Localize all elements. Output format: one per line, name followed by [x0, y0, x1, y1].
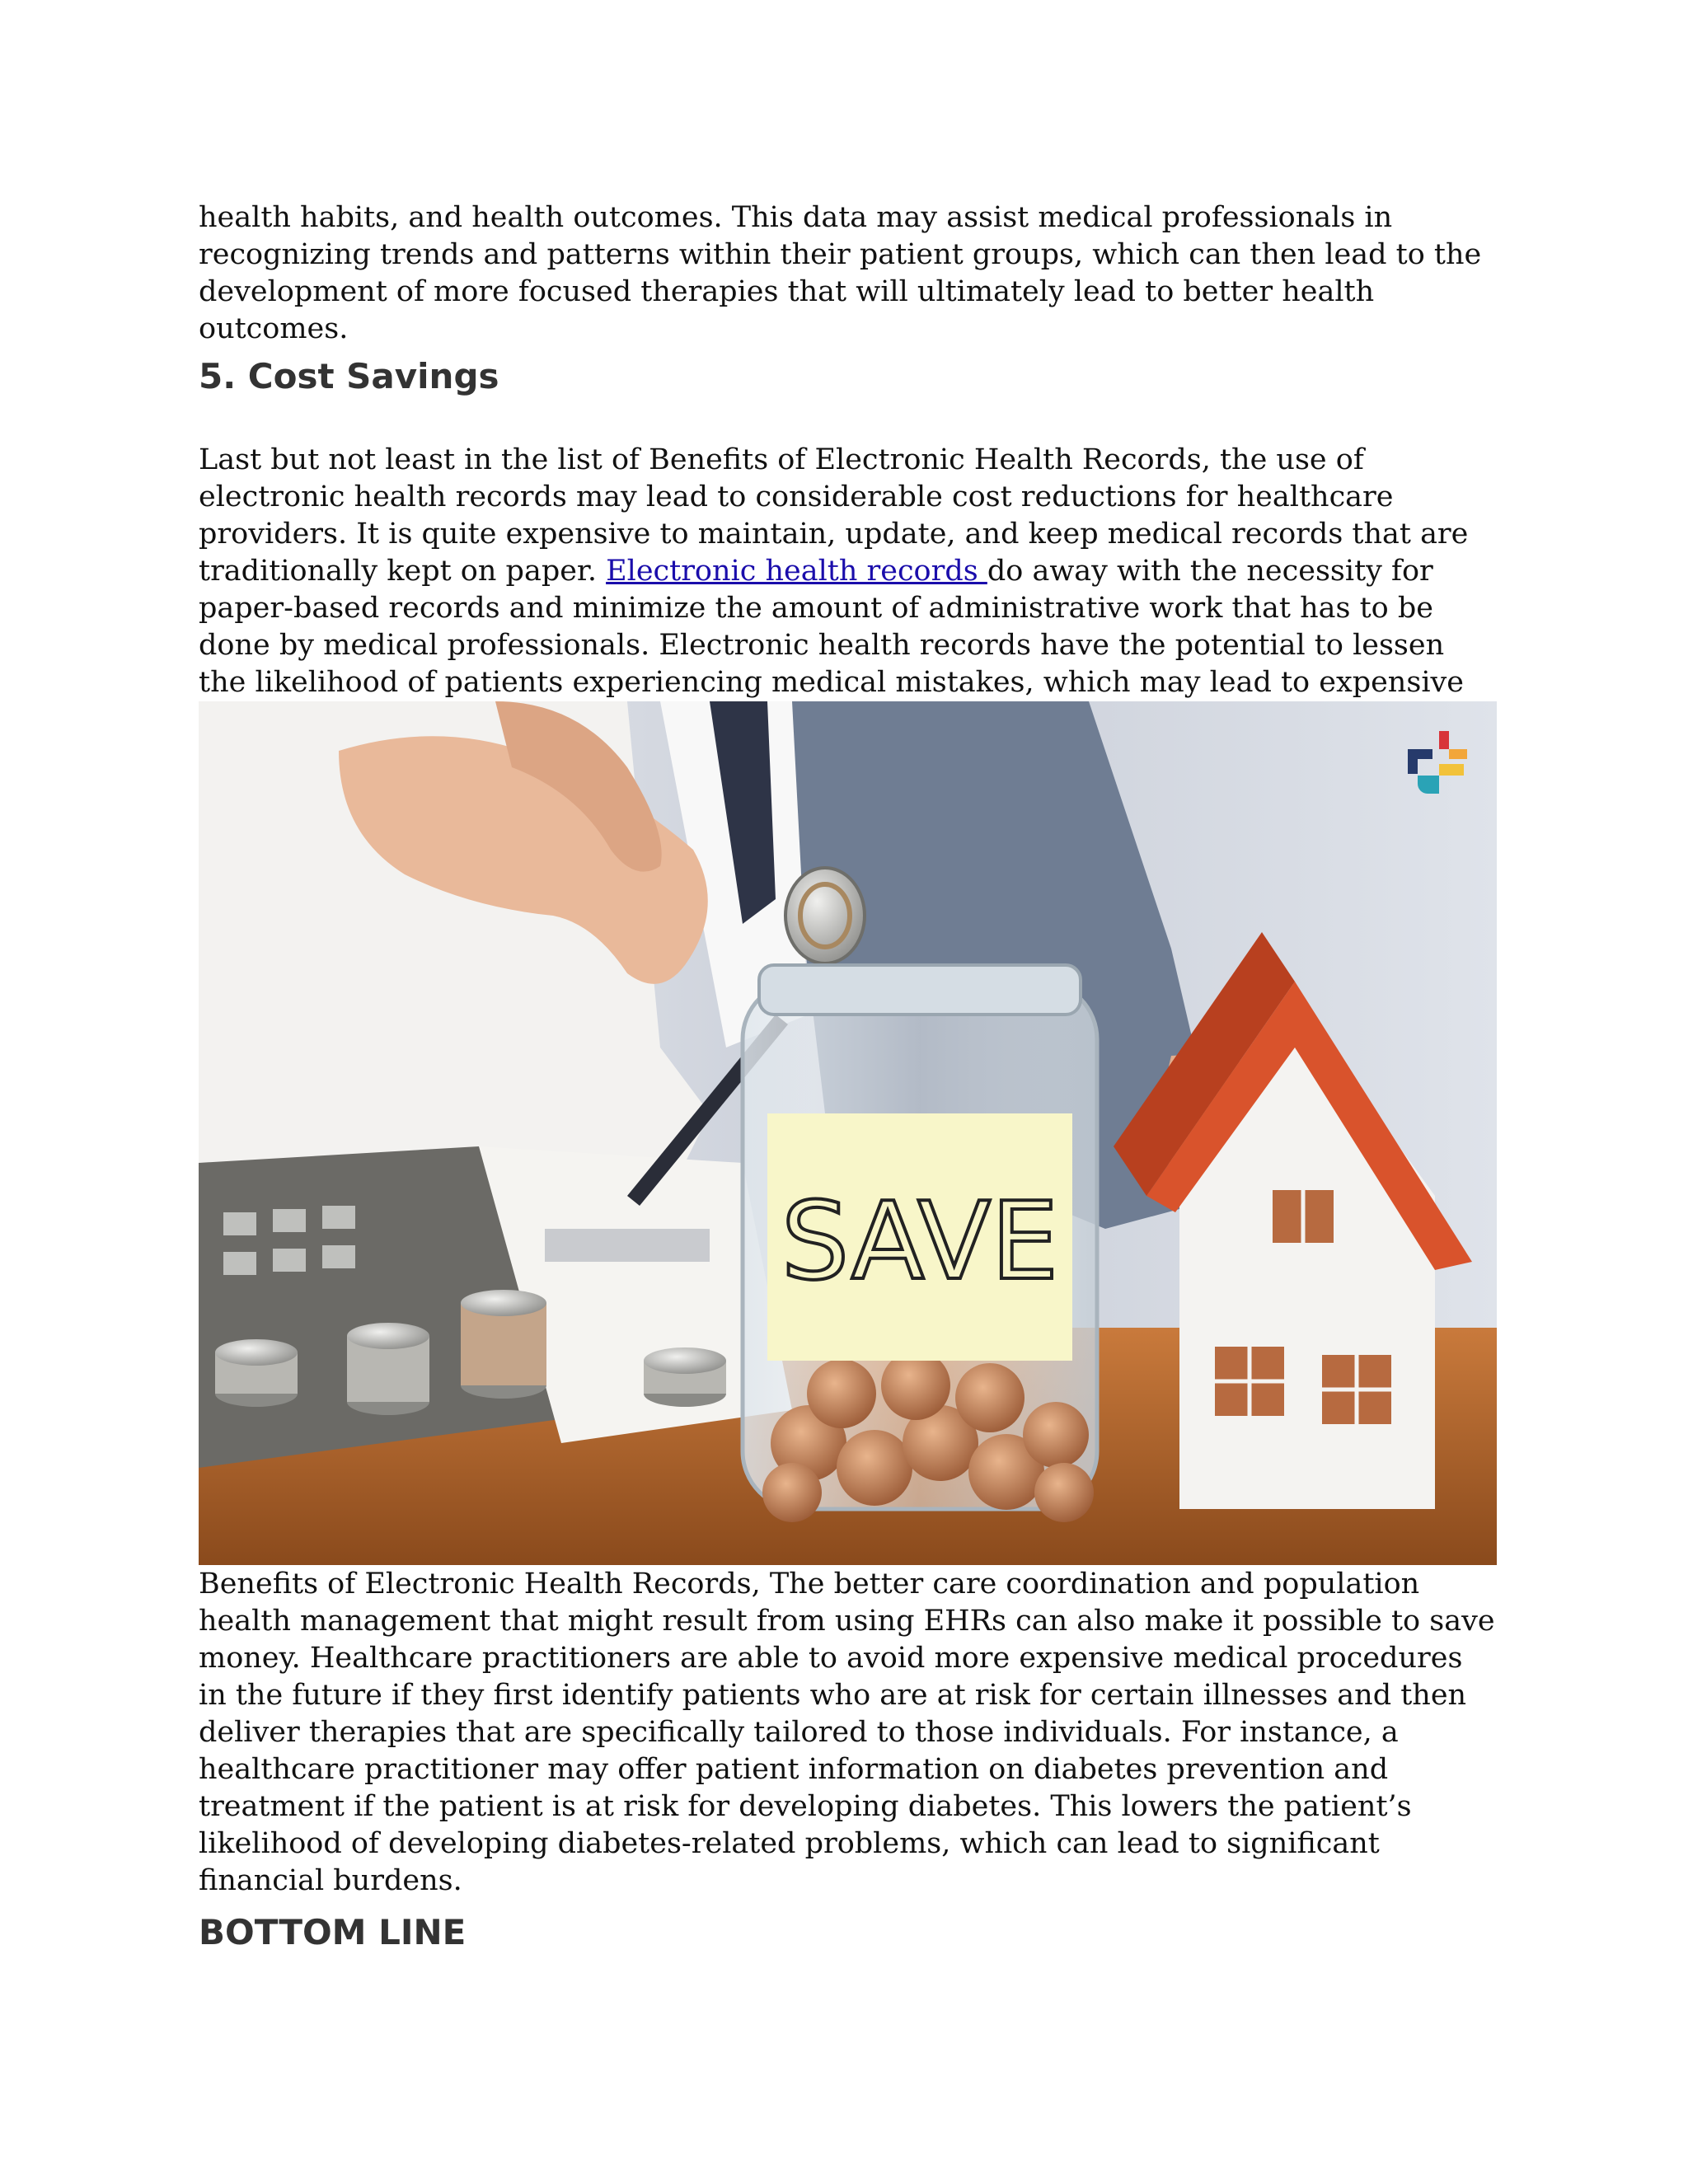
cost-savings-heading: 5. Cost Savings: [199, 356, 499, 396]
electronic-health-records-link[interactable]: Electronic health records: [606, 555, 987, 588]
cost-text-after-link: do away with the necessity for paper-based records and minimize the amount of administrative work that has to be done by medical professionals. Electronic health records have the potential to lessen the likelihood of patients experiencing medical mistakes, which may lead to expensive: [199, 555, 1464, 699]
bottom-line-heading: BOTTOM LINE: [199, 1912, 467, 1952]
brand-logo-icon: [1400, 724, 1474, 799]
jar-label-text: SAVE: [781, 1179, 1059, 1304]
savings-jar-photo: [199, 701, 1497, 1565]
intro-paragraph: health habits, and health outcomes. This data may assist medical professionals in recognizing trends and patterns within their patient groups, which can then lead to the development of more focused therapies that will ultimately lead to better health outcomes.: [199, 201, 1482, 345]
care-coordination-paragraph: Benefits of Electronic Health Records, The better care coordination and population health management that might result from using EHRs can also make it possible to save money. Healthcare practitioners are able to avoid more expensive medical procedures in the future if they first identify patients who are at risk for certain illnesses and then deliver therapies that are specifically tailored to those individuals. For instance, a healthcare practitioner may offer patient information on diabetes prevention and treatment if the patient is at risk for developing diabetes. This lowers the patient’s likelihood of developing diabetes-related problems, which can lead to significant financial burdens.: [199, 1568, 1495, 1897]
cost-savings-paragraph: [199, 442, 1497, 738]
cost-text-before-link: Last but not least in the list of Benefits of Electronic Health Records, the use of electronic health records may lead to considerable cost reductions for healthcare providers. It is quite expensive to maintain, update, and keep medical records that are traditionally kept on paper.: [199, 443, 1469, 588]
